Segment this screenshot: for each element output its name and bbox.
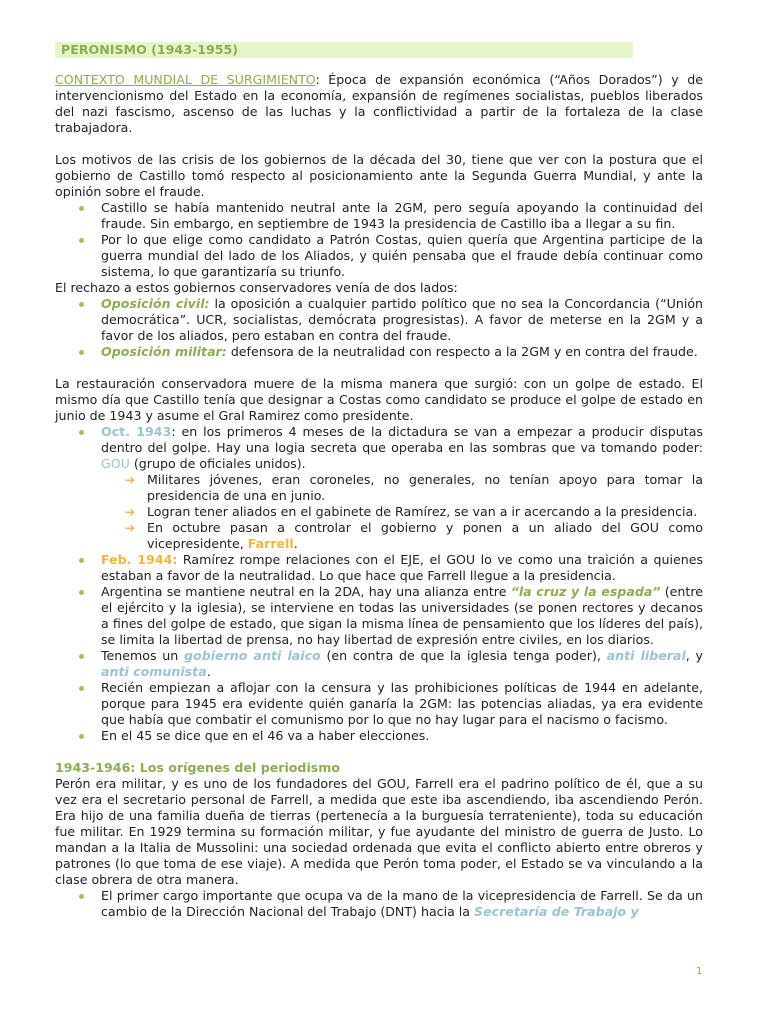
restauracion-intro: La restauración conservadora muere de la misma manera que surgió: con un golpe de estado. El mismo día que Castillo tenía que designar a Costas como candidato se produce el golpe de estado en junio de 1943 y asume el Gral Ramirez como presidente. <box>55 376 703 423</box>
bullet-icon <box>79 302 84 307</box>
list-item: En el 45 se dice que en el 46 va a haber elecciones. <box>55 728 703 744</box>
list-item: Oposición militar: defensora de la neutralidad con respecto a la 2GM y en contra del fraude. <box>55 344 703 360</box>
document-page <box>55 42 703 920</box>
bullet-icon <box>79 686 84 691</box>
bullet-icon <box>79 734 84 739</box>
origenes-paragraph: Perón era militar, y es uno de los fundadores del GOU, Farrell era el padrino político de él, que a su vez era el secretario personal de Farrell, a medida que este iba ascendiendo, iba ascendiendo Perón. Era hijo de una familia dueña de tierras (pertenecía a la burguesía terrateniente), toda su educación fue militar. En 1929 termina su formación militar, y fue ayudante del ministro de guerra de Justo. Lo mandan a la Italia de Mussolini: una sociedad ordenada que evita el conflicto abierto entre obreros y patrones (lo que toma de ese viaje). A medida que Perón toma poder, el Estado se va vinculando a la clase obrera de otra manera. <box>55 776 703 887</box>
contexto-label: CONTEXTO MUNDIAL DE SURGIMIENTO <box>55 72 316 87</box>
sub-list-item: ➔ Logran tener aliados en el gabinete de Ramírez, se van a ir acercando a la presidencia. <box>125 504 698 519</box>
motivos-list <box>55 200 703 280</box>
list-item: Castillo se había mantenido neutral ante la 2GM, pero seguía apoyando la continuidad del fraude. Sin embargo, en septiembre de 1943 la presidencia de Castillo iba a llegar a su fin. <box>55 200 703 232</box>
rechazo-line: El rechazo a estos gobiernos conservadores venía de dos lados: <box>55 280 458 295</box>
section-heading: 1943-1946: Los orígenes del periodismo <box>55 760 341 775</box>
arrow-icon: ➔ <box>125 521 136 535</box>
list-item: Feb. 1944: Ramírez rompe relaciones con el EJE, el GOU lo ve como una traición a quienes estaban a favor de la neutralidad. Lo que hace que Farrell llegue a la presidencia. <box>55 552 703 584</box>
bullet-icon <box>79 558 84 563</box>
arrow-icon: ➔ <box>125 505 136 519</box>
bullet-icon <box>79 238 84 243</box>
bullet-icon <box>79 350 84 355</box>
sub-list-item: ➔ Militares jóvenes, eran coroneles, no generales, no tenían apoyo para tomar la presidencia de una en junio. <box>125 472 703 503</box>
arrow-icon: ➔ <box>125 473 136 487</box>
list-item: El primer cargo importante que ocupa va de la mano de la vicepresidencia de Farrell. Se da un cambio de la Dirección Nacional del Trabajo (DNT) hacia la Secretaría de Trabajo y <box>55 888 703 920</box>
contexto-paragraph: CONTEXTO MUNDIAL DE SURGIMIENTO: Época de expansión económica (“Años Dorados”) y de intervencionismo del Estado en la economía, expansión de regímenes socialistas, pueblos liberados del nazi fascismo, ascenso de las luchas y la conflictividad a partir de la fortaleza de la clase trabajadora. <box>55 72 703 135</box>
bullet-icon <box>79 654 84 659</box>
list-item: Tenemos un gobierno anti laico (en contra de que la iglesia tenga poder), anti liberal, y anti comunista. <box>55 648 703 680</box>
list-item: Oct. 1943: en los primeros 4 meses de la dictadura se van a empezar a producir disputas dentro del golpe. Hay una logia secreta que operaba en las sombras que va tomando poder: GOU (grupo de oficiales unidos). ➔ Militares jóvenes, eran coroneles, no generales, no tenían apoyo para tomar la presidencia de una en junio. ➔ Logran tener aliados en el gabinete de Ramírez, se van a ir acercando a la presidencia. ➔ En octubre pasan a controlar el gobierno y ponen a un aliado del GOU como vicepresidente, Farrell. <box>55 424 703 552</box>
motivos-intro: Los motivos de las crisis de los gobiernos de la década del 30, tiene que ver con la postura que el gobierno de Castillo tomó respecto al posicionamiento ante la Segunda Guerra Mundial, y ante la opinión sobre el fraude. <box>55 152 703 199</box>
bullet-icon <box>79 206 84 211</box>
bullet-icon <box>79 894 84 899</box>
oposicion-list <box>55 296 703 360</box>
page-title: PERONISMO (1943-1955) <box>55 42 633 58</box>
list-item: Por lo que elige como candidato a Patrón Costas, quien quería que Argentina participe de la guerra mundial del lado de los Aliados, y quién pensaba que el fraude debía continuar como sistema, lo que garantizaría su triunfo. <box>55 232 703 280</box>
sub-list-item: ➔ En octubre pasan a controlar el gobierno y ponen a un aliado del GOU como vicepresidente, Farrell. <box>125 520 703 551</box>
restauracion-list <box>55 424 703 744</box>
list-item: Recién empiezan a aflojar con la censura y las prohibiciones políticas de 1944 en adelante, porque para 1945 era evidente quién ganaría la 2GM: las potencias aliadas, ya era evidente que había que combatir el comunismo por lo que no hay lugar para el nacismo o facismo. <box>55 680 703 728</box>
list-item: Argentina se mantiene neutral en la 2DA, hay una alianza entre “la cruz y la espada” (entre el ejército y la iglesia), se interviene en todas las universidades (se ponen rectores y decanos a fines del golpe de estado, que sigan la misma línea de pensamiento que los líderes del país), se limita la libertad de prensa, no hay libertad de expresión entre civiles, en los diarios. <box>55 584 703 648</box>
bullet-icon <box>79 430 84 435</box>
list-item: Oposición civil: la oposición a cualquier partido político que no sea la Concordancia (“Unión democrática”. UCR, socialistas, demócrata progresistas). A favor de meterse en la 2GM y a favor de los aliados, pero estaban en contra del fraude. <box>55 296 703 344</box>
page-number: 1 <box>696 966 703 977</box>
origenes-list <box>55 888 703 920</box>
gou-sublist <box>101 472 703 552</box>
bullet-icon <box>79 590 84 595</box>
